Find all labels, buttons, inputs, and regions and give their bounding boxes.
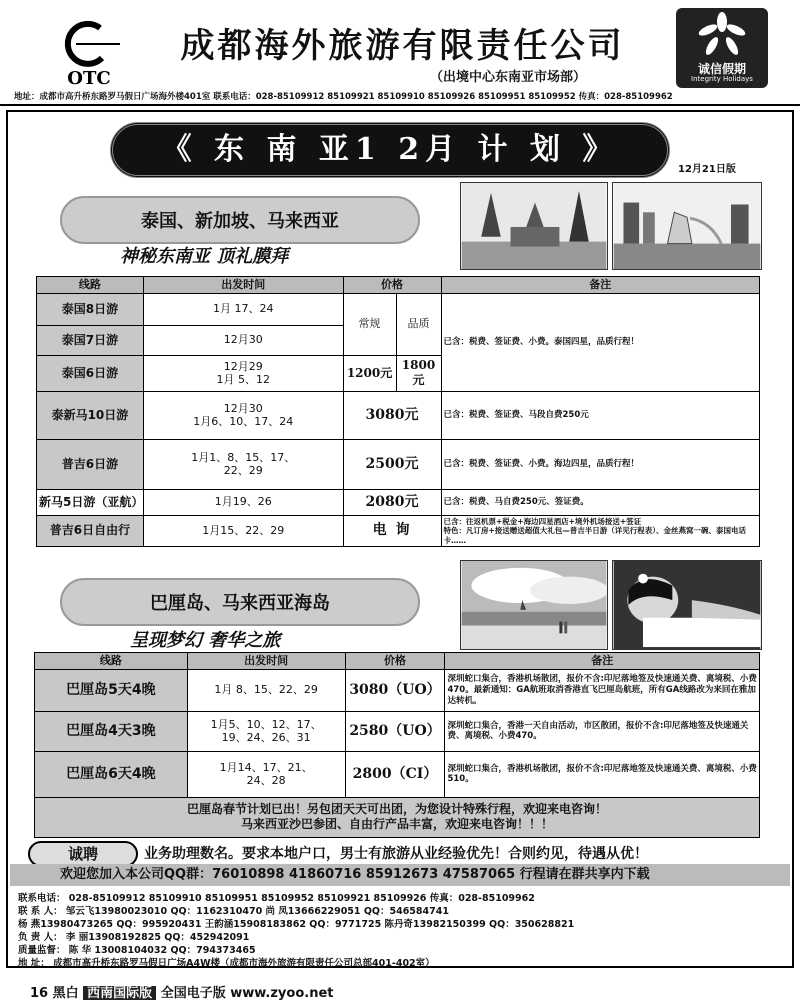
date-cell: 1月5、10、12、17、 19、24、26、31 [187,711,345,751]
note-cell: 已含：往返机票+税金+海边四星酒店+境外机场接送+签证 特色：凡订房+接送赠送超值大礼包—普吉半日游（详见行程表）、金丝燕窝一碗、泰国电话卡…… [441,515,760,546]
date-cell: 1月15、22、29 [143,515,343,546]
date-cell: 12月29 1月 5、12 [143,355,343,391]
table-header [35,653,760,670]
date-cell: 1月19、26 [143,489,343,515]
price-cell: 2080元 [343,489,441,515]
contact-line: 质量监督： 陈 华 13008104032 QQ：794373465 [18,945,256,956]
brand-logo-en: Integrity Holidays [691,75,753,83]
contact-line: 杨 燕13980473265 QQ：995920431 王韵涵15908183862 QQ：9771725 陈丹奇13982150399 QQ：350628821 [18,919,575,930]
route-cell: 巴厘岛6天4晚 [35,751,188,797]
branch-name: （出境中心东南亚市场部） [430,70,587,85]
footnote-line-2: 马来西亚沙巴参团、自由行产品丰富，欢迎来电咨询！！！ [240,817,553,832]
bali-beach-photo [460,560,608,650]
footnote-line-1: 巴厘岛春节计划已出！另包团天天可出团，为您设计特殊行程，欢迎来电咨询！ [186,802,607,817]
date-cell: 1月14、17、21、 24、28 [187,751,345,797]
note-cell: 已含：税费、签证费、小费。海边四星，品质行程！ [441,439,760,489]
price-cell: 2800（CI） [345,751,445,797]
note-cell: 深圳蛇口集合，香港机场散团，报价不含:印尼落地签及快速通关费、离境税、小费510。 [445,751,760,797]
table-row [35,711,760,751]
header-date: 出发时间 [143,277,343,294]
route-cell: 巴厘岛5天4晚 [35,669,188,711]
route-cell: 巴厘岛4天3晚 [35,711,188,751]
recruit-tag: 诚聘 [28,841,138,867]
header-date: 出发时间 [187,653,345,670]
price-cell: 3080（UO） [345,669,445,711]
price-cell: 2500元 [343,439,441,489]
section2-banner: 巴厘岛、马来西亚海岛 [60,578,420,626]
footer-site: 全国电子版 www.zyoo.net [160,986,334,1000]
edition-date: 12月21日版 [678,164,736,175]
brand-logo-cn: 诚信假期 [697,62,746,76]
section1-slogan: 神秘东南亚 顶礼膜拜 [120,246,289,267]
company-name: 成都海外旅游有限责任公司 [180,26,625,66]
table-row [37,439,760,489]
contact-line: 联系电话： 028-85109912 85109910 85109951 85109952 85109921 85109926 传真：028-85109962 [18,893,535,904]
singapore-merlion-photo [612,182,762,270]
integrity-holidays-logo [676,8,768,88]
note-cell: 深圳蛇口集合，香港机场散团，报价不含:印尼落地签及快速通关费、离境税、小费470。最新通知：GA航班取消香港直飞巴厘岛航班，所有GA线路改为来回在雅加达转机。 [445,669,760,711]
section2-table [34,652,760,838]
footer-edition-tag: 西南国际版 [83,986,156,1000]
route-cell: 泰新马10日游 [37,391,144,439]
price-cell: 1200元 [343,355,396,391]
header-divider [0,104,800,106]
date-cell: 1月 8、15、22、29 [187,669,345,711]
contact-line: 联 系 人： 邹云飞13980023010 QQ：1162310470 尚 凤13666229051 QQ：546584741 [18,906,449,917]
header-route: 线路 [37,277,144,294]
price-cell: 1800元 [396,355,441,391]
header-price: 价格 [345,653,445,670]
table-row [35,751,760,797]
table-row [37,515,760,546]
header-note: 备注 [441,277,760,294]
route-cell: 泰国6日游 [37,355,144,391]
date-cell: 1月 17、24 [143,293,343,325]
table-row [37,293,760,325]
table-header [37,277,760,294]
section1-banner: 泰国、新加坡、马来西亚 [60,196,420,244]
header-price: 价格 [343,277,441,294]
footer-page: 16 黑白 [30,986,79,1000]
section2-footnote [35,797,760,837]
contact-line: 地 址： 成都市高升桥东路罗马假日广场A4W楼（成都市海外旅游有限责任公司总部401-402室） [18,958,435,969]
table-row [35,797,760,837]
route-cell: 普吉6日自由行 [37,515,144,546]
recruit-text: 业务助理数名。要求本地户口，男士有旅游从业经验优先！合则约见，待遇从优！ [144,846,648,862]
header-route: 线路 [35,653,188,670]
note-cell: 已含：税费、签证费、小费。泰国四星，品质行程！ [441,293,760,391]
route-cell: 普吉6日游 [37,439,144,489]
section1-table [36,276,760,547]
otc-logo-text: OTC [67,68,111,88]
page-footer [30,982,334,1000]
price-cell: 2580（UO） [345,711,445,751]
table-row [37,489,760,515]
page-title: 《 东 南 亚1 2月 计 划 》 [110,122,670,178]
price-cell: 3080元 [343,391,441,439]
date-cell: 12月30 [143,325,343,355]
header-note: 备注 [445,653,760,670]
contact-line: 负 责 人： 李 丽13908192825 QQ：452942091 [18,932,250,943]
route-cell: 新马5日游（亚航） [37,489,144,515]
qq-group-bar: 欢迎您加入本公司QQ群：76010898 41860716 85912673 47587065 行程请在群共享内下载 [10,864,790,886]
date-cell: 12月30 1月6、10、17、24 [143,391,343,439]
route-cell: 泰国7日游 [37,325,144,355]
price-regular-label: 常规 [343,293,396,355]
price-cell: 电 询 [343,515,441,546]
thai-temple-photo [460,182,608,270]
section2-slogan: 呈现梦幻 奢华之旅 [130,630,281,651]
table-row [35,669,760,711]
date-cell: 1月1、8、15、17、 22、29 [143,439,343,489]
flower-icon [696,12,748,58]
price-quality-label: 品质 [396,293,441,355]
otc-logo [52,14,126,88]
note-cell: 深圳蛇口集合，香港一天自由活动，市区散团，报价不含:印尼落地签及快速通关费、离境税、小费470。 [445,711,760,751]
spa-massage-photo [612,560,762,650]
route-cell: 泰国8日游 [37,293,144,325]
table-row [37,391,760,439]
address-line: 地址：成都市高升桥东路罗马假日广场海外楼401室 联系电话：028-85109912 85109921 85109910 85109926 85109951 85109952 传真：028-85109962 [14,92,673,102]
note-cell: 已含：税费、签证费、马段自费250元 [441,391,760,439]
note-cell: 已含：税费、马自费250元、签证费。 [441,489,760,515]
